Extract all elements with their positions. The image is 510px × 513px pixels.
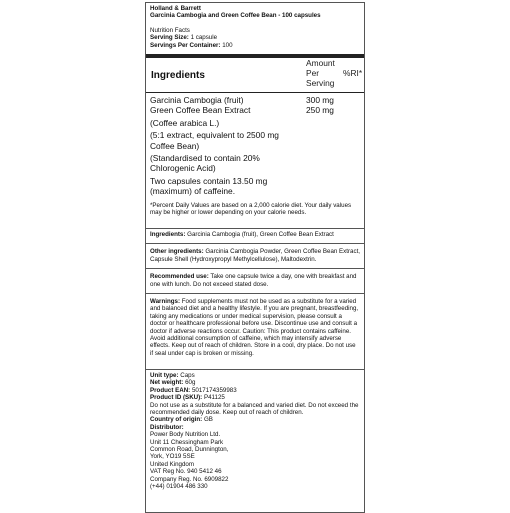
facts-row-name: (5:1 extract, equivalent to 2500 mg Coffee Bean) [150,130,279,151]
facts-row [150,130,360,151]
facts-row-amount: 250 mg [306,105,334,116]
unit-type [150,372,360,379]
product-sku-value: P41125 [202,394,225,402]
country-of-origin [150,416,360,423]
distributor-label: Distributor: [150,423,184,431]
facts-row-name: Green Coffee Bean Extract [150,105,251,116]
distributor-line: United Kingdom [150,460,195,468]
serving-size-label: Serving Size: [150,34,189,42]
serving-size [150,34,360,41]
warnings-text: Food supplements must not be used as a substitute for a varied and balanced diet and a healthy lifestyle. If you are pregnant, breastfeeding, taking any medications or under medical supervision, please consult a doctor or healthcare professional before use. Discontinue use and consult a doctor if adverse reactions occur. Caution: This product contains caffeine. Avoid additional consumption of caffeine, which may intensify adverse effects. Keep out of reach of children. Store in a cool, dry place. Do not use if seal under cap is broken or missing. [150,298,359,357]
facts-row-name: (Coffee arabica L.) [150,117,220,128]
unit-type-value: Caps [178,372,195,379]
unit-type-label: Unit type: [150,372,179,379]
product-sku-label: Product ID (SKU): [150,394,203,402]
servings-value: 100 [220,41,233,49]
ingredients-heading: Ingredients [151,70,205,81]
distributor-line: VAT Reg No. 940 5412 46 [150,468,222,476]
warnings-paragraph [150,298,360,357]
distributor-line: Company Reg. No. 6909822 [150,475,229,483]
product-title: Garcinia Cambogia and Green Coffee Bean - 100 capsules [150,12,321,20]
product-ean-value: 5017174359983 [190,386,237,394]
divider [146,293,364,294]
facts-table-header [150,58,363,92]
other-ingredients-label: Other ingredients: [150,248,204,256]
net-weight-value: 60g [183,379,196,387]
recommended-use-text: Take one capsule twice a day, one with breakfast and one with lunch. Do not exceed stated dose. [150,273,357,288]
distributor-line: Common Road, Dunnington, [150,446,229,454]
servings-label: Servings Per Container: [150,41,221,49]
nutrition-facts-table [145,54,365,204]
divider [146,268,364,269]
other-ingredients-paragraph [150,248,360,263]
distributor-line: Unit 11 Chessingham Park [150,438,224,446]
facts-row [150,153,360,174]
daily-values-note-box [145,199,365,229]
product-details-box [145,369,365,513]
facts-row [150,105,360,115]
ri-heading: %RI* [343,68,363,78]
facts-row-name: Garcinia Cambogia (fruit) [150,95,244,105]
recommended-use-label: Recommended use: [150,273,209,281]
daily-values-note: *Percent Daily Values are based on a 2,000 calorie diet. Your daily values may be higher or lower depending on your calorie needs. [150,202,352,217]
amount-line-2: Per [306,68,320,78]
distributor-line: Power Body Nutrition Ltd. [150,431,221,439]
other-ingredients-text: Garcinia Cambogia Powder, Green Coffee Bean Extract, Capsule Shell (Hydroxypropyl Methylcellulose), Maltodextrin. [150,248,361,263]
product-sku [150,394,360,401]
net-weight-label: Net weight: [150,379,184,387]
amount-line-1: Amount [306,58,335,68]
brand-name: Holland & Barrett [150,5,201,12]
label-header [145,2,365,55]
facts-row [150,118,360,128]
ingredients-paragraph [150,231,360,238]
disclaimer-text: Do not use as a substitute for a balanced and varied diet. Do not exceed the recommended daily dose. Keep out of reach of children. [150,401,359,417]
servings-per-container [150,42,360,49]
warnings-label: Warnings: [150,298,181,306]
ingredients-text: Garcinia Cambogia (fruit), Green Coffee Bean Extract [185,231,334,238]
ingredients-label: Ingredients: [150,231,186,238]
ingredients-info-box [145,228,365,370]
distributor-line: (+44) 01904 486 330 [150,483,208,491]
facts-row-name: Two capsules contain 13.50 mg (maximum) of caffeine. [150,175,268,197]
facts-row-amount: 300 mg [306,95,334,105]
product-ean-label: Product EAN: [150,386,191,394]
divider [146,243,364,244]
serving-size-value: 1 capsule [188,34,218,42]
product-ean [150,387,360,394]
country-of-origin-label: Country of origin: [150,416,203,424]
nutrition-facts-title: Nutrition Facts [150,26,190,34]
facts-row [150,176,360,197]
facts-row-name: (Standardised to contain 20% Chlorogenic Acid) [150,153,260,174]
country-of-origin-value: GB [202,416,213,424]
facts-row [150,95,360,105]
recommended-use-paragraph [150,273,360,288]
amount-line-3: Serving [306,78,335,88]
distributor-line: York, YO19 5SE [150,453,195,461]
amount-per-serving-heading [306,58,335,88]
net-weight [150,379,360,386]
